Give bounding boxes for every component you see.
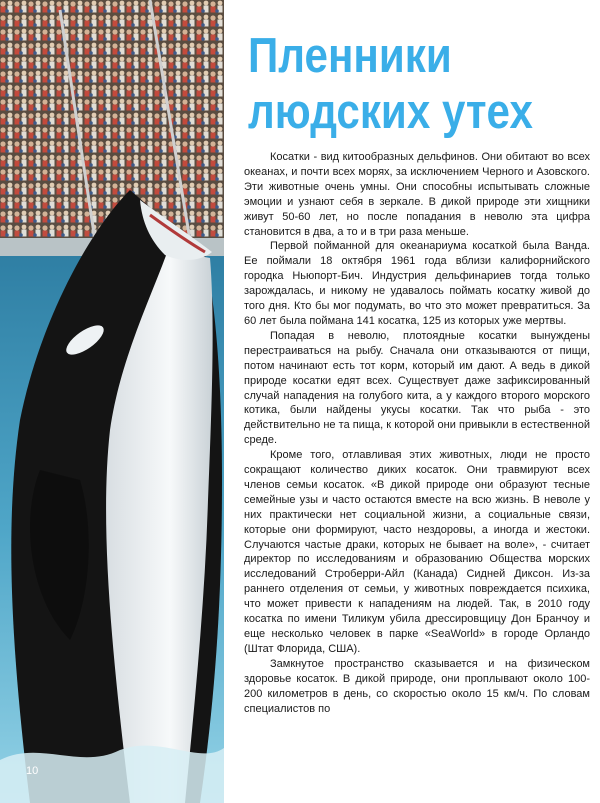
page-number: 10: [26, 765, 39, 777]
title-line-1: Пленники: [248, 29, 452, 83]
article-body: [244, 150, 590, 790]
article-paragraph: Замкнутое пространство сказывается и на физическом здоровье косаток. В дикой природе, они проплывают около 100-200 километров в день, со скоростью около 15 км/ч. По словам специалистов по: [244, 657, 590, 715]
orca-photo: [0, 0, 224, 803]
article-paragraph: Косатки - вид китообразных дельфинов. Они обитают во всех океанах, и почти всех морях, за исключением Черного и Азовского. Эти животные очень умны. Они способны испытывать сложные эмоции и узнают себя в зеркале. В дикой природе эти хищники живут 50-60 лет, но после попадания в неволю эта цифра становится в два, а то и в три раза меньше.: [244, 151, 590, 238]
article-paragraph: Кроме того, отлавливая этих животных, люди не просто сокращают количество диких косаток. Они травмируют всех членов семьи косаток. «В дикой природе они образуют тесные семейные узы и часто остаются вместе на всю жизнь. В неволе у них практически нет социальной жизни, а социальные связи, которые они формируют, часто нездоровы, а иногда и жестоки. Случаются частые драки, которых не бывает на воле», - считает директор по исследованиям и образованию Общества морских исследований Строберри-Айл (Канада) Сидней Диксон. Из-за раннего отделения от семьи, у животных повреждается психика, что может привести к нападениям на людей. Так, в 2010 году косатка по имени Тиликум убила дрессировщицу Дон Бранчоу и еще несколько человек в парке «SeaWorld» в городе Орландо (Штат Флорида, США).: [244, 449, 590, 655]
title-line-2: людских утех: [248, 85, 533, 139]
article-paragraph: Первой пойманной для океанариума косаткой была Ванда. Ее поймали 18 октября 1961 года вблизи калифорнийского городка Ньюпорт-Бич. Индустрия дельфинариев тогда только зарождалась, и никому не удавалось поймать косатку живой до того дня. Кто бы мог подумать, во что это может превратиться. За 60 лет была поймана 141 косатка, 125 из которых уже мертвы.: [244, 240, 590, 327]
article-paragraph: Попадая в неволю, плотоядные косатки вынуждены перестраиваться на рыбу. Сначала они отказываются от пищи, потом начинают есть тот корм, который им дают. А ведь в дикой природе косатки едят всех. Существует даже зафиксированный случай нападения на голубого кита, а у каждого второго морского котика, были найдены укусы косатки. Так что рыба - это действительно не та пища, к которой они привыкли в естественной среде.: [244, 329, 590, 447]
article-title: [248, 28, 540, 140]
